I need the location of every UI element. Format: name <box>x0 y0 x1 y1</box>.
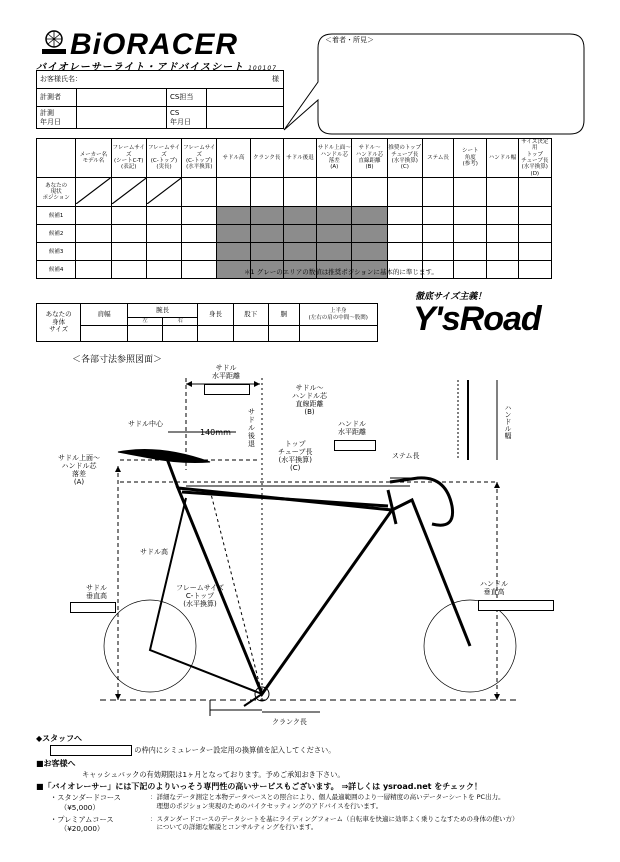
fit-header-11: シート 角度 (参考) <box>454 139 487 178</box>
premium-text: ：スタンダードコースのデータシートを基にライディングフォーム（自転車を快適に効率よく乗りこなすための身体の使い方） についての詳細な解説とコンサルティングを行います。 <box>150 814 519 832</box>
fit-cell[interactable] <box>518 243 551 261</box>
cs-field[interactable] <box>207 89 284 107</box>
fit-cell[interactable] <box>250 177 283 206</box>
fit-cell[interactable] <box>387 177 422 206</box>
label-handle-h-dist: ハンドル 水平距離 <box>338 420 366 437</box>
box-saddle-h-dist[interactable] <box>204 384 250 395</box>
body-arm-left-value[interactable] <box>127 326 162 342</box>
body-upper-value[interactable] <box>299 326 377 342</box>
fit-cell[interactable] <box>387 243 422 261</box>
label-saddle-height: サドル高 <box>140 548 168 556</box>
fit-cell[interactable] <box>76 261 111 279</box>
measured-date-label: 計測 年月日 <box>37 107 77 129</box>
bioracer-emblem-icon <box>40 30 68 56</box>
standard-label: ・スタンダードコース <box>50 793 121 803</box>
fit-cell[interactable] <box>487 177 518 206</box>
label-saddle-handle-dist: サドル〜 ハンドル芯 直線距離 (B) <box>292 384 327 417</box>
fit-cell[interactable] <box>217 207 250 225</box>
fit-cell[interactable] <box>283 225 316 243</box>
fit-cell[interactable] <box>76 243 111 261</box>
label-saddle-h-dist: サドル 水平距離 <box>212 364 240 381</box>
label-crank: クランク長 <box>272 718 307 726</box>
fit-cell[interactable] <box>352 207 387 225</box>
fit-cell[interactable] <box>111 261 146 279</box>
comment-bubble <box>280 30 590 142</box>
fit-cell[interactable] <box>250 207 283 225</box>
fit-cell[interactable] <box>182 225 217 243</box>
label-saddle-setback: サ ド ル 後 退 <box>248 408 255 449</box>
fit-cell[interactable] <box>283 177 316 206</box>
sheet-code: 100107 <box>248 65 278 72</box>
fit-cell[interactable] <box>352 243 387 261</box>
fit-cell[interactable] <box>387 225 422 243</box>
standard-price: （¥5,000） <box>60 802 100 812</box>
body-sub-right: 右 <box>163 318 198 326</box>
fit-header-7: サドル上面〜 ハンドル芯 落差 (A) <box>317 139 352 178</box>
body-torso-value[interactable] <box>268 326 299 342</box>
measurer-label: 計測者 <box>37 89 77 107</box>
customer-text: キャッシュバックの有効期限は1ヶ月となっております。予めご承知おき下さい。 <box>82 769 345 779</box>
fit-cell[interactable] <box>487 225 518 243</box>
sheet-title-text: バイオレーサーライト・アドバイスシート <box>36 62 245 73</box>
label-handle-v-height: ハンドル 垂直高 <box>480 580 508 597</box>
fit-header-12: ハンドル幅 <box>487 139 518 178</box>
fit-cell[interactable] <box>111 207 146 225</box>
fit-table <box>36 138 552 279</box>
store-slogan: 徹底サイズ主義！ <box>415 292 487 302</box>
fit-cell[interactable] <box>250 243 283 261</box>
store-logo: Y'sRoad <box>413 300 541 338</box>
fit-cell[interactable] <box>111 225 146 243</box>
standard-text: ：詳細なデータ測定と本物データベースとの照合により、個人最適範囲のより一層精度の高いデーターシートを PC出力。 理想のポジション実現のためのバイクセッティングのアドバイスを行います。 <box>150 793 505 810</box>
staff-box-sample <box>50 745 132 756</box>
fit-row-label: 候補1 <box>37 207 76 225</box>
fit-row-label: 候補2 <box>37 225 76 243</box>
staff-heading: ◆スタッフへ <box>36 734 82 743</box>
label-frame-size: フレームサイズ C-トップ (水平換算) <box>176 584 225 609</box>
fit-header-8: サドル〜 ハンドル芯 直線距離 (B) <box>352 139 387 178</box>
body-inseam-value[interactable] <box>233 326 268 342</box>
fit-cell[interactable] <box>422 243 453 261</box>
service-heading: ■「バイオレーサー」には下記のよりいっそう専門性の高いサービスもございます。 ⇒詳しくは ysroad.net をチェック！ <box>36 782 483 792</box>
customer-info-table <box>36 70 284 129</box>
fit-cell[interactable] <box>487 207 518 225</box>
fit-cell[interactable] <box>182 261 217 279</box>
body-sub-left: 左 <box>127 318 162 326</box>
fit-cell[interactable] <box>317 177 352 206</box>
diagonal-slash-icon <box>76 178 110 204</box>
body-header-torso: 胴 <box>268 304 299 326</box>
fit-cell[interactable] <box>487 243 518 261</box>
fit-cell[interactable] <box>518 261 551 279</box>
body-header-height: 身長 <box>198 304 233 326</box>
fit-header-4: サドル高 <box>217 139 250 178</box>
fit-corner-cell <box>37 139 76 178</box>
fit-cell[interactable] <box>352 177 387 206</box>
fit-header-2: フレームサイズ (C-トップ) (実長) <box>146 139 181 178</box>
diagram-title: ＜各部寸法参照図面＞ <box>72 355 163 365</box>
fit-header-1: フレームサイズ (シートC-T) (表記) <box>111 139 146 178</box>
fit-footnote: ＊1 グレーのエリアの数値は推奨ポジションに基本的に準じます。 <box>244 268 438 276</box>
fit-cell[interactable] <box>250 225 283 243</box>
customer-name-suffix: 様 <box>272 75 279 84</box>
fit-cell[interactable] <box>283 207 316 225</box>
fit-cell[interactable] <box>454 207 487 225</box>
body-shoulder-value[interactable] <box>81 326 128 342</box>
fit-cell[interactable] <box>283 243 316 261</box>
body-height-value[interactable] <box>198 326 233 342</box>
fit-cell[interactable] <box>146 243 181 261</box>
notes-section <box>36 734 596 834</box>
fit-cell[interactable] <box>217 177 250 206</box>
fit-cell[interactable] <box>111 243 146 261</box>
fit-cell[interactable] <box>454 261 487 279</box>
cs-date-label: CS 年月日 <box>167 107 207 129</box>
fit-cell[interactable] <box>487 261 518 279</box>
fit-cell[interactable] <box>422 207 453 225</box>
fit-row-label: 候補4 <box>37 261 76 279</box>
fit-header-5: クランク長 <box>250 139 283 178</box>
fit-header-9: 推奨のトップ チューブ長 (水平換算) (C) <box>387 139 422 178</box>
premium-label: ・プレミアムコース <box>50 814 114 824</box>
customer-name-cell[interactable] <box>37 71 284 89</box>
label-handle-width: ハンドル幅 <box>504 404 513 439</box>
body-size-table <box>36 303 378 342</box>
diagonal-slash-icon <box>147 178 181 204</box>
fit-cell[interactable] <box>422 177 453 206</box>
body-header-shoulder: 肩幅 <box>81 304 128 326</box>
comment-label: ＜着者・所見＞ <box>325 36 374 44</box>
body-row-label: あなたの 身体 サイズ <box>37 304 81 342</box>
fit-cell[interactable] <box>146 225 181 243</box>
fit-header-10: ステム長 <box>422 139 453 178</box>
measurer-field[interactable] <box>77 89 167 107</box>
fit-row-label: 候補3 <box>37 243 76 261</box>
fit-cell[interactable] <box>182 243 217 261</box>
fit-cell[interactable] <box>217 225 250 243</box>
label-saddle-center: サドル中心 <box>128 420 163 428</box>
fit-header-3: フレームサイズ (C-トップ) (水平換算) <box>182 139 217 178</box>
body-header-inseam: 股下 <box>233 304 268 326</box>
fit-row-label: あなたの 現状 ポジション <box>37 177 76 206</box>
box-handle-h-dist[interactable] <box>334 440 376 451</box>
label-stem: ステム長 <box>392 452 420 460</box>
fit-cell[interactable] <box>387 207 422 225</box>
customer-name-label: お客様氏名： <box>40 75 82 84</box>
fit-cell[interactable] <box>454 225 487 243</box>
fit-header-0: メーカー名 モデル名 <box>76 139 111 178</box>
fit-cell[interactable] <box>317 225 352 243</box>
label-drop: サドル上面〜 ハンドル芯 落差 (A) <box>58 454 100 487</box>
fit-cell[interactable] <box>146 207 181 225</box>
box-handle-v-height[interactable] <box>478 600 554 611</box>
cs-date-field[interactable] <box>207 107 284 129</box>
fit-cell[interactable] <box>317 243 352 261</box>
fit-cell[interactable] <box>146 177 181 206</box>
diagonal-slash-icon <box>112 178 146 204</box>
fit-cell[interactable] <box>217 243 250 261</box>
fit-cell[interactable] <box>111 177 146 206</box>
label-top-tube: トップ チューブ長 (水平換算) (C) <box>278 440 313 473</box>
fit-cell[interactable] <box>76 207 111 225</box>
label-saddle-v-height: サドル 垂直高 <box>86 584 107 601</box>
fit-cell[interactable] <box>518 177 551 206</box>
fit-cell[interactable] <box>76 225 111 243</box>
body-header-arm: 腕長 <box>127 304 197 318</box>
fit-cell[interactable] <box>422 225 453 243</box>
staff-text: の枠内にシミュレーター設定用の換算値を記入してください。 <box>134 745 336 755</box>
fit-cell[interactable] <box>352 225 387 243</box>
logo-text: BiORACER <box>70 28 239 61</box>
fit-cell[interactable] <box>182 177 217 206</box>
cs-label: CS担当 <box>167 89 207 107</box>
body-header-upper: 上半身 (左右の肩の中間〜股関) <box>299 304 377 326</box>
fit-cell[interactable] <box>76 177 111 206</box>
label-140mm: 140mm <box>200 428 231 437</box>
fit-cell[interactable] <box>317 207 352 225</box>
fit-cell[interactable] <box>146 261 181 279</box>
premium-price: （¥20,000） <box>60 824 105 834</box>
customer-heading: ■お客様へ <box>36 758 76 768</box>
box-saddle-v-height[interactable] <box>70 602 116 613</box>
fit-header-6: サドル後退 <box>283 139 316 178</box>
fit-cell[interactable] <box>182 207 217 225</box>
fit-cell[interactable] <box>454 177 487 206</box>
fit-header-13: サイズ決定用 トップ チューブ長 (水平換算) (D) <box>518 139 551 178</box>
fit-cell[interactable] <box>454 243 487 261</box>
measured-date-field[interactable] <box>77 107 167 129</box>
body-arm-right-value[interactable] <box>163 326 198 342</box>
fit-cell[interactable] <box>518 207 551 225</box>
fit-cell[interactable] <box>518 225 551 243</box>
